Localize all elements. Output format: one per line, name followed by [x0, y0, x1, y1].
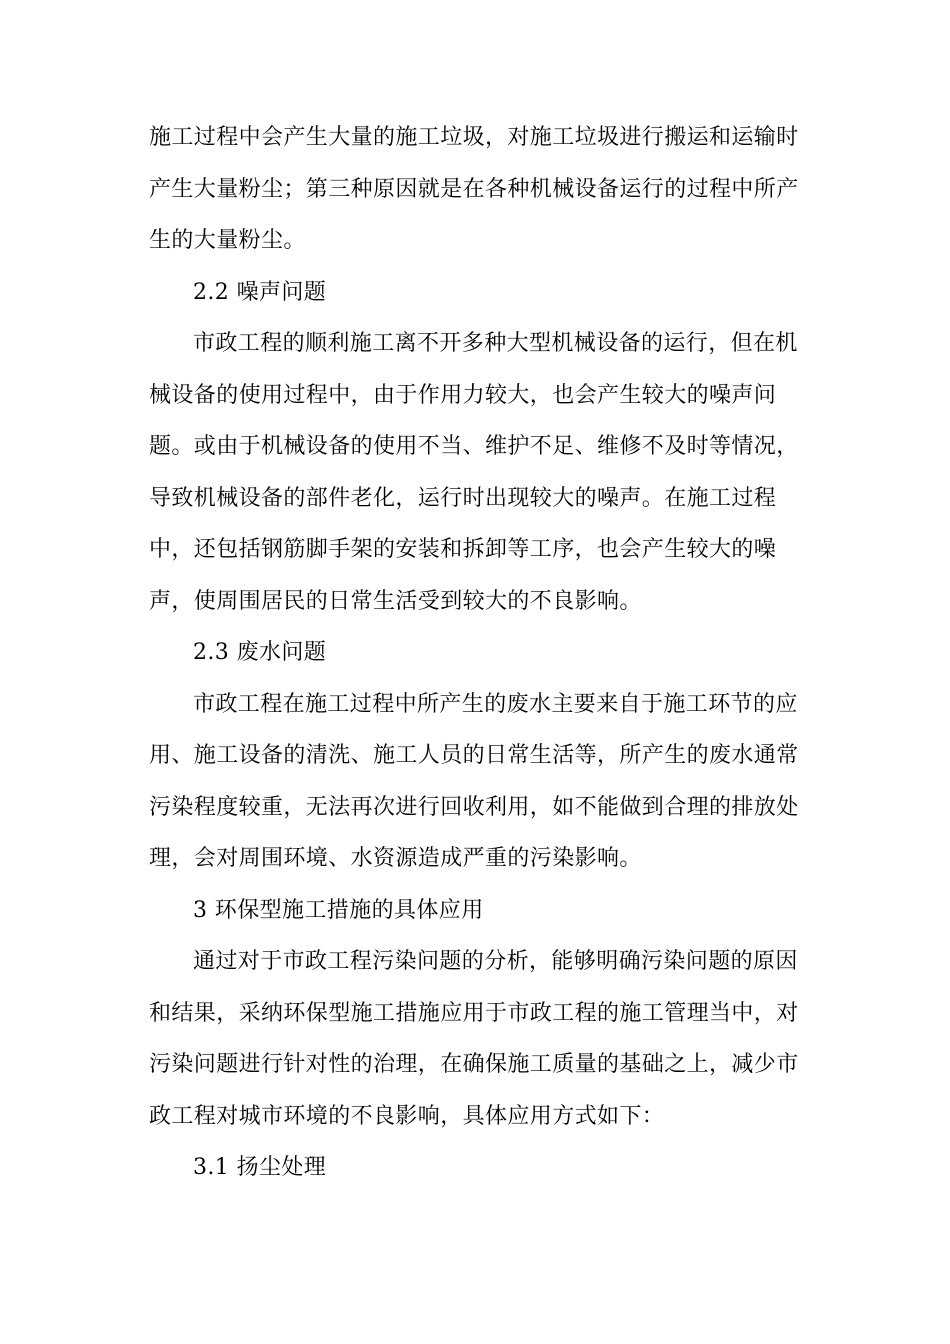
paragraph-line: 市政工程的顺利施工离不开多种大型机械设备的运行，但在机: [193, 331, 798, 356]
section-heading: 3 环保型施工措施的具体应用: [193, 898, 484, 923]
paragraph-line: 和结果，采纳环保型施工措施应用于市政工程的施工管理当中，对: [149, 1001, 799, 1026]
paragraph-line: 械设备的使用过程中，由于作用力较大，也会产生较大的噪声问: [149, 383, 777, 408]
paragraph-line: 产生大量粉尘；第三种原因就是在各种机械设备运行的过程中所产: [149, 177, 799, 202]
paragraph-line: 施工过程中会产生大量的施工垃圾，对施工垃圾进行搬运和运输时: [149, 125, 799, 150]
paragraph-line: 用、施工设备的清洗、施工人员的日常生活等，所产生的废水通常: [149, 743, 799, 768]
section-heading: 3.1 扬尘处理: [193, 1155, 327, 1180]
paragraph-line: 中，还包括钢筋脚手架的安装和拆卸等工序，也会产生较大的噪: [149, 537, 777, 562]
paragraph-line: 通过对于市政工程污染问题的分析，能够明确污染问题的原因: [193, 949, 798, 974]
section-heading: 2.3 废水问题: [193, 640, 327, 665]
paragraph-line: 政工程对城市环境的不良影响，具体应用方式如下：: [149, 1104, 665, 1129]
paragraph-line: 污染问题进行针对性的治理，在确保施工质量的基础之上，减少市: [149, 1052, 799, 1077]
paragraph-line: 理，会对周围环境、水资源造成严重的污染影响。: [149, 846, 642, 871]
paragraph-line: 声，使周围居民的日常生活受到较大的不良影响。: [149, 589, 642, 614]
paragraph-line: 生的大量粉尘。: [149, 228, 306, 253]
paragraph-line: 导致机械设备的部件老化，运行时出现较大的噪声。在施工过程: [149, 486, 777, 511]
paragraph-line: 题。或由于机械设备的使用不当、维护不足、维修不及时等情况，: [149, 434, 799, 459]
section-heading: 2.2 噪声问题: [193, 280, 327, 305]
paragraph-line: 市政工程在施工过程中所产生的废水主要来自于施工环节的应: [193, 692, 798, 717]
paragraph-line: 污染程度较重，无法再次进行回收利用，如不能做到合理的排放处: [149, 795, 799, 820]
